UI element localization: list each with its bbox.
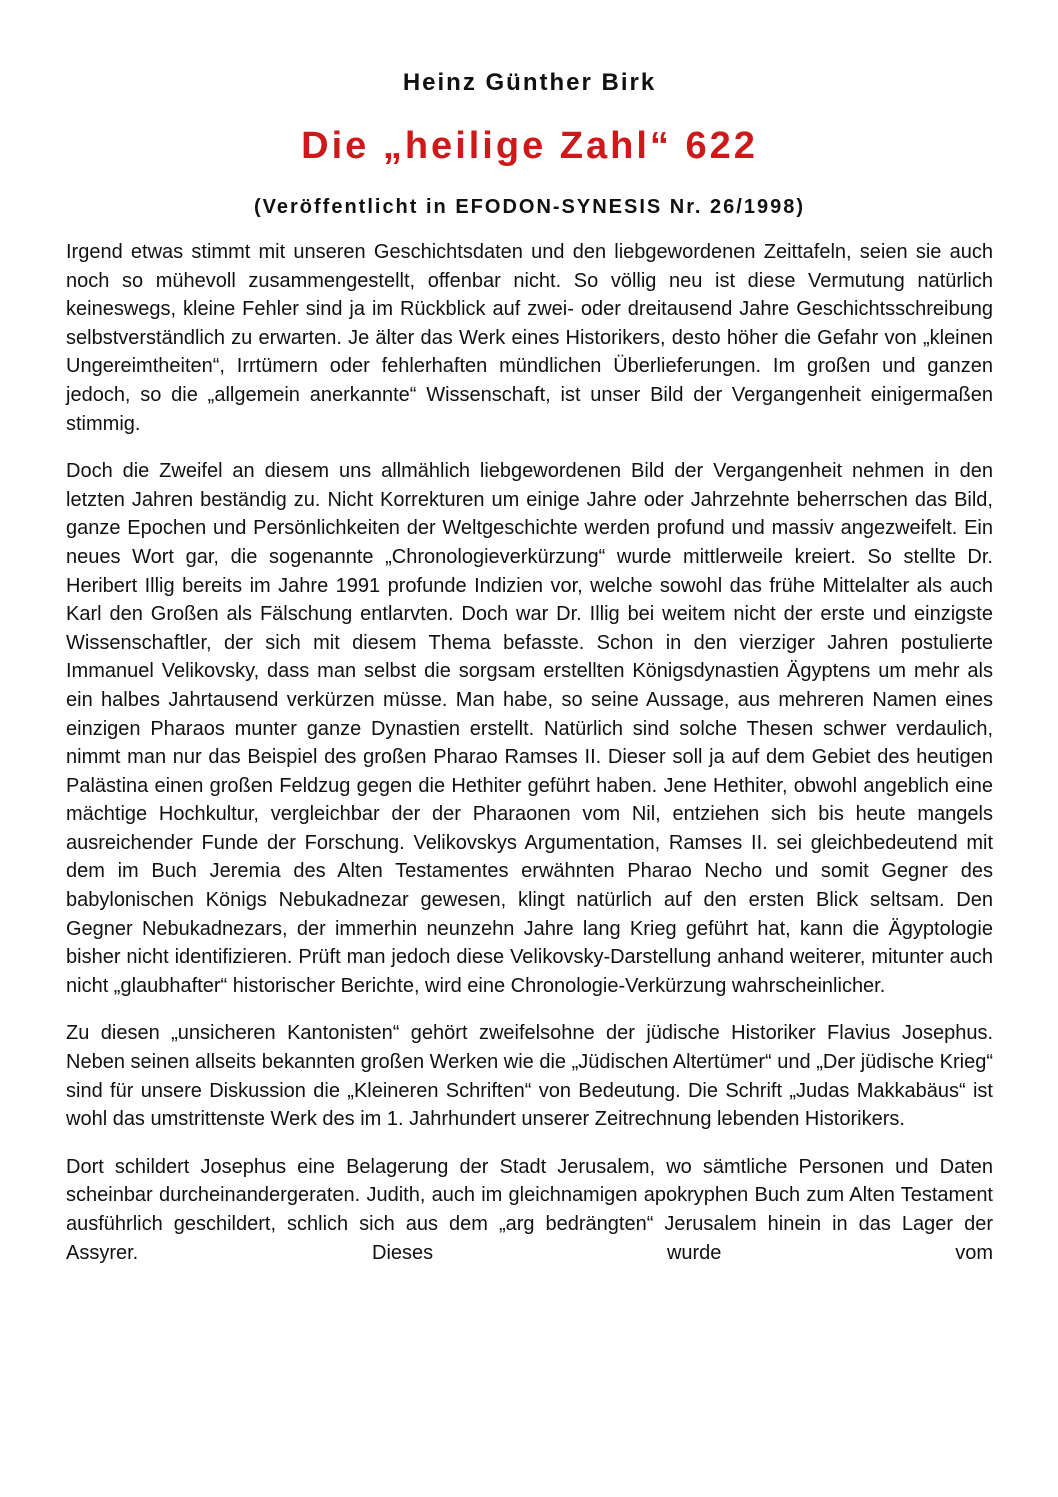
- author-name: Heinz Günther Birk: [402, 69, 657, 96]
- paragraph-3: Zu diesen „unsicheren Kantonisten“ gehört zweifelsohne der jüdische Historiker Flavius Josephus. Neben seinen allseits bekannten großen Werken wie die „Jüdischen Altertümer“ und „Der jüdische Krieg“ sind für unsere Diskussion die „Kleineren Schriften“ von Bedeutung. Die Schrift „Judas Makkabäus“ ist wohl das umstrittenste Werk des im 1. Jahrhundert unserer Zeitrechnung lebenden Historikers.: [66, 1022, 993, 1131]
- document-title: Die „heilige Zahl“ 622: [301, 125, 758, 167]
- paragraph-2: Doch die Zweifel an diesem uns allmählich liebgewordenen Bild der Vergangenheit nehmen in den letzten Jahren beständig zu. Nicht Korrekturen um einige Jahre oder Jahrzehnte beherrschen das Bild, ganze Epochen und Persönlichkeiten der Weltgeschichte werden profund und massiv angezweifelt. Ein neues Wort gar, die sogenannte „Chronologieverkürzung“ wurde mittlerweile kreiert. So stellte Dr. Heribert Illig bereits im Jahre 1991 profunde Indizien vor, welche sowohl das frühe Mittelalter als auch Karl den Großen als Fälschung entlarvten. Doch war Dr. Illig bei weitem nicht der erste und einzigste Wissenschaftler, der sich mit diesem Thema befasste. Schon in den vierziger Jahren postulierte Immanuel Velikovsky, dass man selbst die sorgsam erstellten Königsdynastien Ägyptens um mehr als ein halbes Jahrtausend verkürzen müsse. Man habe, so seine Aussage, aus mehreren Namen eines einzigen Pharaos munter ganze Dynastien erstellt. Natürlich sind solche Thesen schwer verdaulich, nimmt man nur das Beispiel des großen Pharao Ramses II. Dieser soll ja auf dem Gebiet des heutigen Palästina einen großen Feldzug gegen die Hethiter geführt haben. Jene Hethiter, obwohl angeblich eine mächtige Hochkultur, vergleichbar der der Pharaonen vom Nil, entziehen sich bis heute mangels ausreichender Funde der Forschung. Velikovskys Argumentation, Ramses II. sei gleichbedeutend mit dem im Buch Jeremia des Alten Testamentes erwähnten Pharao Necho und somit Gegner des babylonischen Königs Nebukadnezar gewesen, klingt natürlich auf den ersten Blick seltsam. Den Gegner Nebukadnezars, der immerhin neunzehn Jahre lang Krieg geführt hat, kann die Ägyptologie bisher nicht identifizieren. Prüft man jedoch diese Velikovsky-Darstellung anhand weiterer, mitunter auch nicht „glaubhafter“ historischer Berichte, wird eine Chronologie-Verkürzung wahrscheinlicher.: [66, 460, 993, 997]
- paragraph-4: Dort schildert Josephus eine Belagerung der Stadt Jerusalem, wo sämtliche Personen und Daten scheinbar durcheinandergeraten. Judith, auch im gleichnamigen apokryphen Buch zum Alten Testament ausführlich geschildert, schlich sich aus dem „arg bedrängten“ Jerusalem hinein in das Lager der Assyrer. Dieses wurde vom: [66, 1155, 993, 1264]
- paragraph-1: Irgend etwas stimmt mit unseren Geschichtsdaten und den liebgewordenen Zeittafeln, seien sie auch noch so mühevoll zusammengestellt, offenbar nicht. So völlig neu ist diese Vermutung natürlich keineswegs, kleine Fehler sind ja im Rückblick auf zwei- oder dreitausend Jahre Geschichtsschreibung selbstverständlich zu erwarten. Je älter das Werk eines Historikers, desto höher die Gefahr von „kleinen Ungereimtheiten“, Irrtümern oder fehlerhaften mündlichen Überlieferungen. Im großen und ganzen jedoch, so die „allgemein anerkannte“ Wissenschaft, ist unser Bild der Vergangenheit einigermaßen stimmig.: [66, 241, 993, 435]
- publication-note: (Veröffentlicht in EFODON-SYNESIS Nr. 26/1998): [253, 196, 805, 218]
- article-body: [66, 238, 993, 1286]
